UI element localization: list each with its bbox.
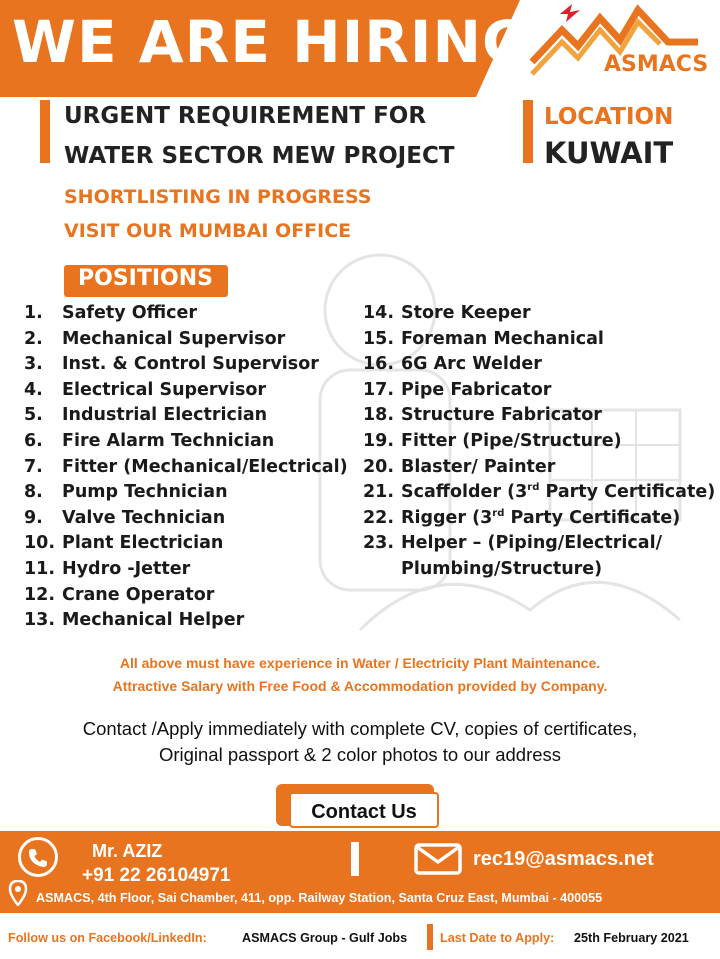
position-label: Blaster/ Painter xyxy=(401,456,556,477)
position-number: 10. xyxy=(24,533,56,554)
experience-requirement: All above must have experience in Water / Electricity Plant Maintenance. xyxy=(119,655,601,671)
position-label: Fitter (Mechanical/Electrical) xyxy=(62,456,348,477)
position-label-sup: rd xyxy=(527,482,540,494)
office-address: ASMACS, 4th Floor, Sai Chamber, 411, opp. Railway Station, Santa Cruz East, Mumbai - 400055 xyxy=(36,891,603,905)
positions-list-right xyxy=(363,303,715,585)
position-number: 5. xyxy=(24,405,43,426)
position-number: 4. xyxy=(24,379,43,400)
list-item xyxy=(24,354,348,380)
position-number: 17. xyxy=(363,379,395,400)
position-label: Mechanical Supervisor xyxy=(62,328,286,349)
deadline-label: Last Date to Apply: xyxy=(440,931,555,945)
position-label: Fire Alarm Technician xyxy=(62,430,275,451)
phone-icon xyxy=(18,837,58,877)
position-label: Electrical Supervisor xyxy=(62,379,267,400)
list-item xyxy=(24,431,348,457)
list-item xyxy=(24,303,348,329)
office-notice: VISIT OUR MUMBAI OFFICE xyxy=(64,220,352,242)
position-label: Valve Technician xyxy=(62,507,226,528)
position-label: Industrial Electrician xyxy=(62,405,268,426)
position-label-pre: Scaffolder (3 xyxy=(401,482,528,503)
position-number: 21. xyxy=(363,482,395,503)
requirement-line-1: URGENT REQUIREMENT FOR xyxy=(64,103,427,129)
mail-icon xyxy=(414,843,462,875)
list-item xyxy=(363,533,715,559)
list-item xyxy=(24,559,348,585)
position-label: Plant Electrician xyxy=(62,533,224,554)
list-item xyxy=(24,457,348,483)
list-item xyxy=(24,610,348,636)
requirement-accent-bar xyxy=(40,100,50,163)
position-number: 18. xyxy=(363,405,395,426)
position-label: Safety Officer xyxy=(62,303,198,323)
position-label-post: Party Certificate) xyxy=(504,507,681,528)
footer-divider xyxy=(351,842,359,876)
position-label: Structure Fabricator xyxy=(401,405,602,426)
list-item xyxy=(363,354,715,380)
positions-list-left xyxy=(24,303,348,636)
position-number: 2. xyxy=(24,328,43,349)
location-value: KUWAIT xyxy=(544,136,674,170)
list-item xyxy=(363,405,715,431)
position-label-pre: Rigger (3 xyxy=(401,507,493,528)
page-title: WE ARE HIRING xyxy=(12,8,531,76)
position-label-post: Party Certificate) xyxy=(539,482,716,503)
position-number: 23. xyxy=(363,533,395,554)
location-pin-icon xyxy=(8,880,28,906)
location-label: LOCATION xyxy=(544,104,674,130)
bottom-info-row xyxy=(0,920,720,950)
salary-benefits: Attractive Salary with Free Food & Accommodation provided by Company. xyxy=(112,678,608,694)
list-item xyxy=(363,431,715,457)
position-number: 8. xyxy=(24,482,43,503)
list-item xyxy=(363,329,715,355)
position-number: 1. xyxy=(24,303,43,323)
position-label-sup: rd xyxy=(492,507,505,519)
position-number: 3. xyxy=(24,354,43,375)
apply-instructions-line-2: Original passport & 2 color photos to our address xyxy=(158,744,562,765)
position-number: 20. xyxy=(363,456,395,477)
position-number xyxy=(363,559,401,585)
position-label: Mechanical Helper xyxy=(62,610,245,631)
list-item xyxy=(24,405,348,431)
contact-us-button[interactable]: Contact Us xyxy=(289,792,439,828)
contact-phone[interactable]: +91 22 26104971 xyxy=(82,865,231,886)
list-item xyxy=(363,457,715,483)
position-number: 12. xyxy=(24,584,56,605)
position-label: 6G Arc Welder xyxy=(401,354,542,375)
position-label: Fitter (Pipe/Structure) xyxy=(401,430,622,451)
position-number: 7. xyxy=(24,456,43,477)
list-item xyxy=(24,329,348,355)
position-label: Foreman Mechanical xyxy=(401,328,604,349)
list-item xyxy=(24,482,348,508)
list-item xyxy=(363,508,715,534)
location-accent-bar xyxy=(523,100,533,163)
shortlisting-notice: SHORTLISTING IN PROGRESS xyxy=(64,186,372,208)
position-label xyxy=(401,508,680,534)
position-label: Helper – (Piping/Electrical/ xyxy=(401,533,662,554)
contact-name: Mr. AZIZ xyxy=(92,841,163,861)
list-item xyxy=(24,380,348,406)
list-item xyxy=(363,380,715,406)
position-label: Pump Technician xyxy=(62,482,228,503)
list-item xyxy=(24,508,348,534)
position-number: 22. xyxy=(363,507,395,528)
deadline-value: 25th February 2021 xyxy=(574,931,689,945)
positions-title: POSITIONS xyxy=(78,266,214,291)
social-follow-link[interactable]: ASMACS Group - Gulf Jobs xyxy=(242,931,408,945)
position-label: Plumbing/Structure) xyxy=(401,558,603,579)
list-item xyxy=(24,533,348,559)
position-number: 19. xyxy=(363,430,395,451)
list-item xyxy=(24,585,348,611)
position-label xyxy=(401,482,715,508)
list-item xyxy=(363,482,715,508)
position-number: 6. xyxy=(24,430,43,451)
position-number: 15. xyxy=(363,328,395,349)
position-number: 13. xyxy=(24,610,56,631)
social-follow-label: Follow us on Facebook/LinkedIn: xyxy=(8,931,207,945)
position-label: Hydro -Jetter xyxy=(62,558,191,579)
list-item xyxy=(363,559,715,585)
position-label: Store Keeper xyxy=(401,303,531,323)
list-item xyxy=(363,303,715,329)
apply-instructions-line-1: Contact /Apply immediately with complete CV, copies of certificates, xyxy=(82,718,638,739)
logo-text: ASMACS xyxy=(604,52,709,77)
position-number: 11. xyxy=(24,558,56,579)
position-number: 14. xyxy=(363,303,395,323)
requirement-line-2: WATER SECTOR MEW PROJECT xyxy=(64,143,455,169)
position-label: Inst. & Control Supervisor xyxy=(62,354,319,375)
position-number: 9. xyxy=(24,507,43,528)
contact-email[interactable]: rec19@asmacs.net xyxy=(473,848,654,870)
position-number: 16. xyxy=(363,354,395,375)
position-label: Pipe Fabricator xyxy=(401,379,552,400)
bottom-divider xyxy=(427,924,433,950)
position-label: Crane Operator xyxy=(62,584,215,605)
